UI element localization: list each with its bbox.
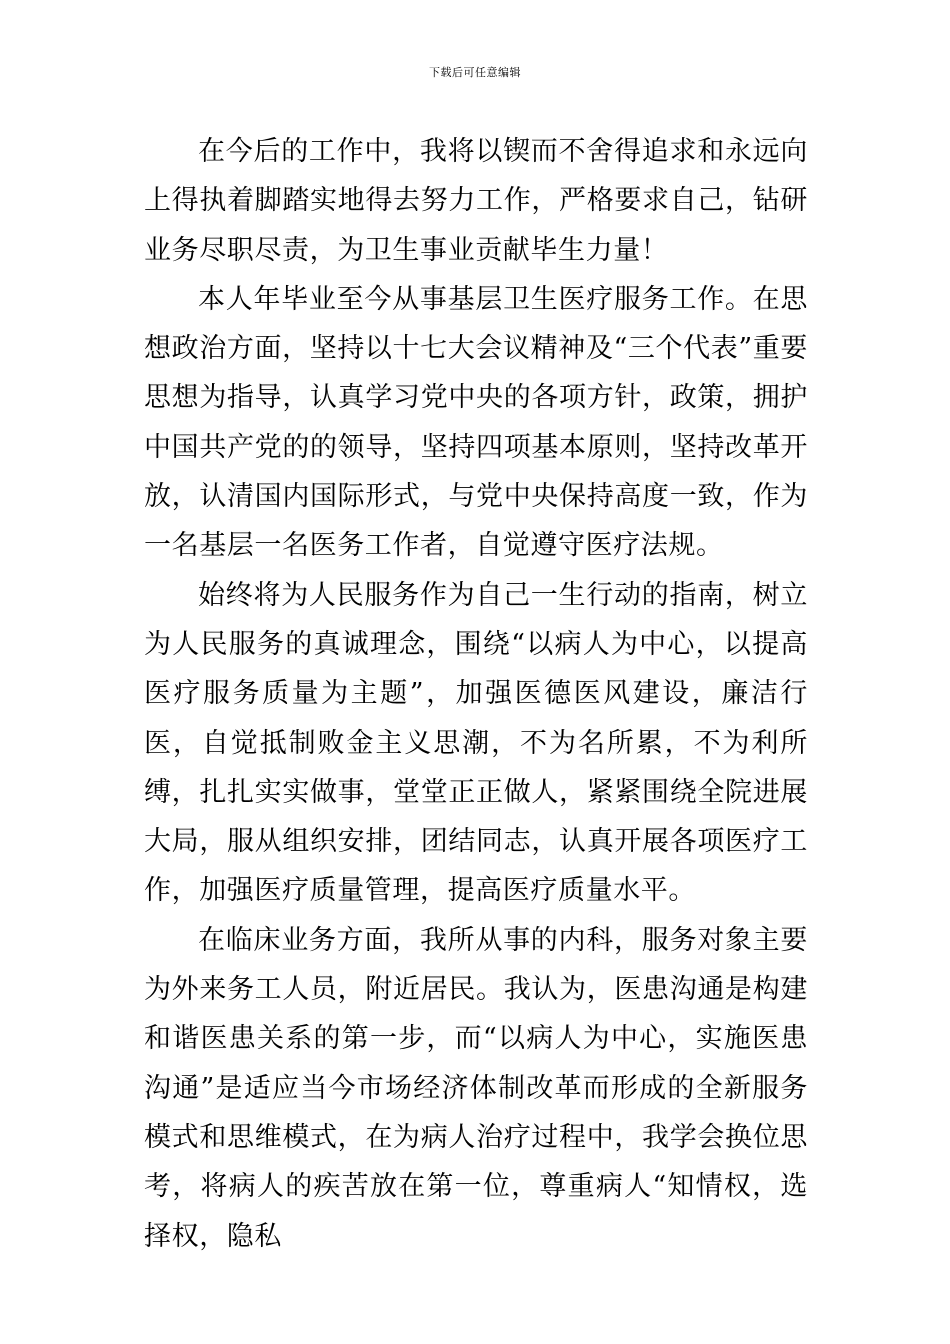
paragraph-work-commitment: 在今后的工作中，我将以锲而不舍得追求和永远向上得执着脚踏实地得去努力工作，严格要求自己，钻研业务尽职尽责，为卫生事业贡献毕生力量！ xyxy=(144,136,808,266)
paragraph-clinical-practice: 在临床业务方面，我所从事的内科，服务对象主要为外来务工人员，附近居民。我认为，医患沟通是构建和谐医患关系的第一步，而“以病人为中心，实施医患沟通”是适应当今市场经济体制改革而形成的全新服务模式和思维模式，在为病人治疗过程中，我学会换位思考，将病人的疾苦放在第一位，尊重病人“知情权，选择权，隐私 xyxy=(144,924,808,1252)
document-body xyxy=(144,127,808,1261)
paragraph-service-ethics: 始终将为人民服务作为自己一生行动的指南，树立为人民服务的真诚理念，围绕“以病人为中心，以提高医疗服务质量为主题”，加强医德医风建设，廉洁行医，自觉抵制败金主义思潮，不为名所累，不为利所缚，扎扎实实做事，堂堂正正做人，紧紧围绕全院进展大局，服从组织安排，团结同志，认真开展各项医疗工作，加强医疗质量管理，提高医疗质量水平。 xyxy=(144,579,808,907)
page-header-note: 下载后可任意编辑 xyxy=(429,66,521,79)
paragraph-political-ideology: 本人年毕业至今从事基层卫生医疗服务工作。在思想政治方面，坚持以十七大会议精神及“三个代表”重要思想为指导，认真学习党中央的各项方针，政策，拥护中国共产党的的领导，坚持四项基本原则，坚持改革开放，认清国内国际形式，与党中央保持高度一致，作为一名基层一名医务工作者，自觉遵守医疗法规。 xyxy=(144,283,808,562)
